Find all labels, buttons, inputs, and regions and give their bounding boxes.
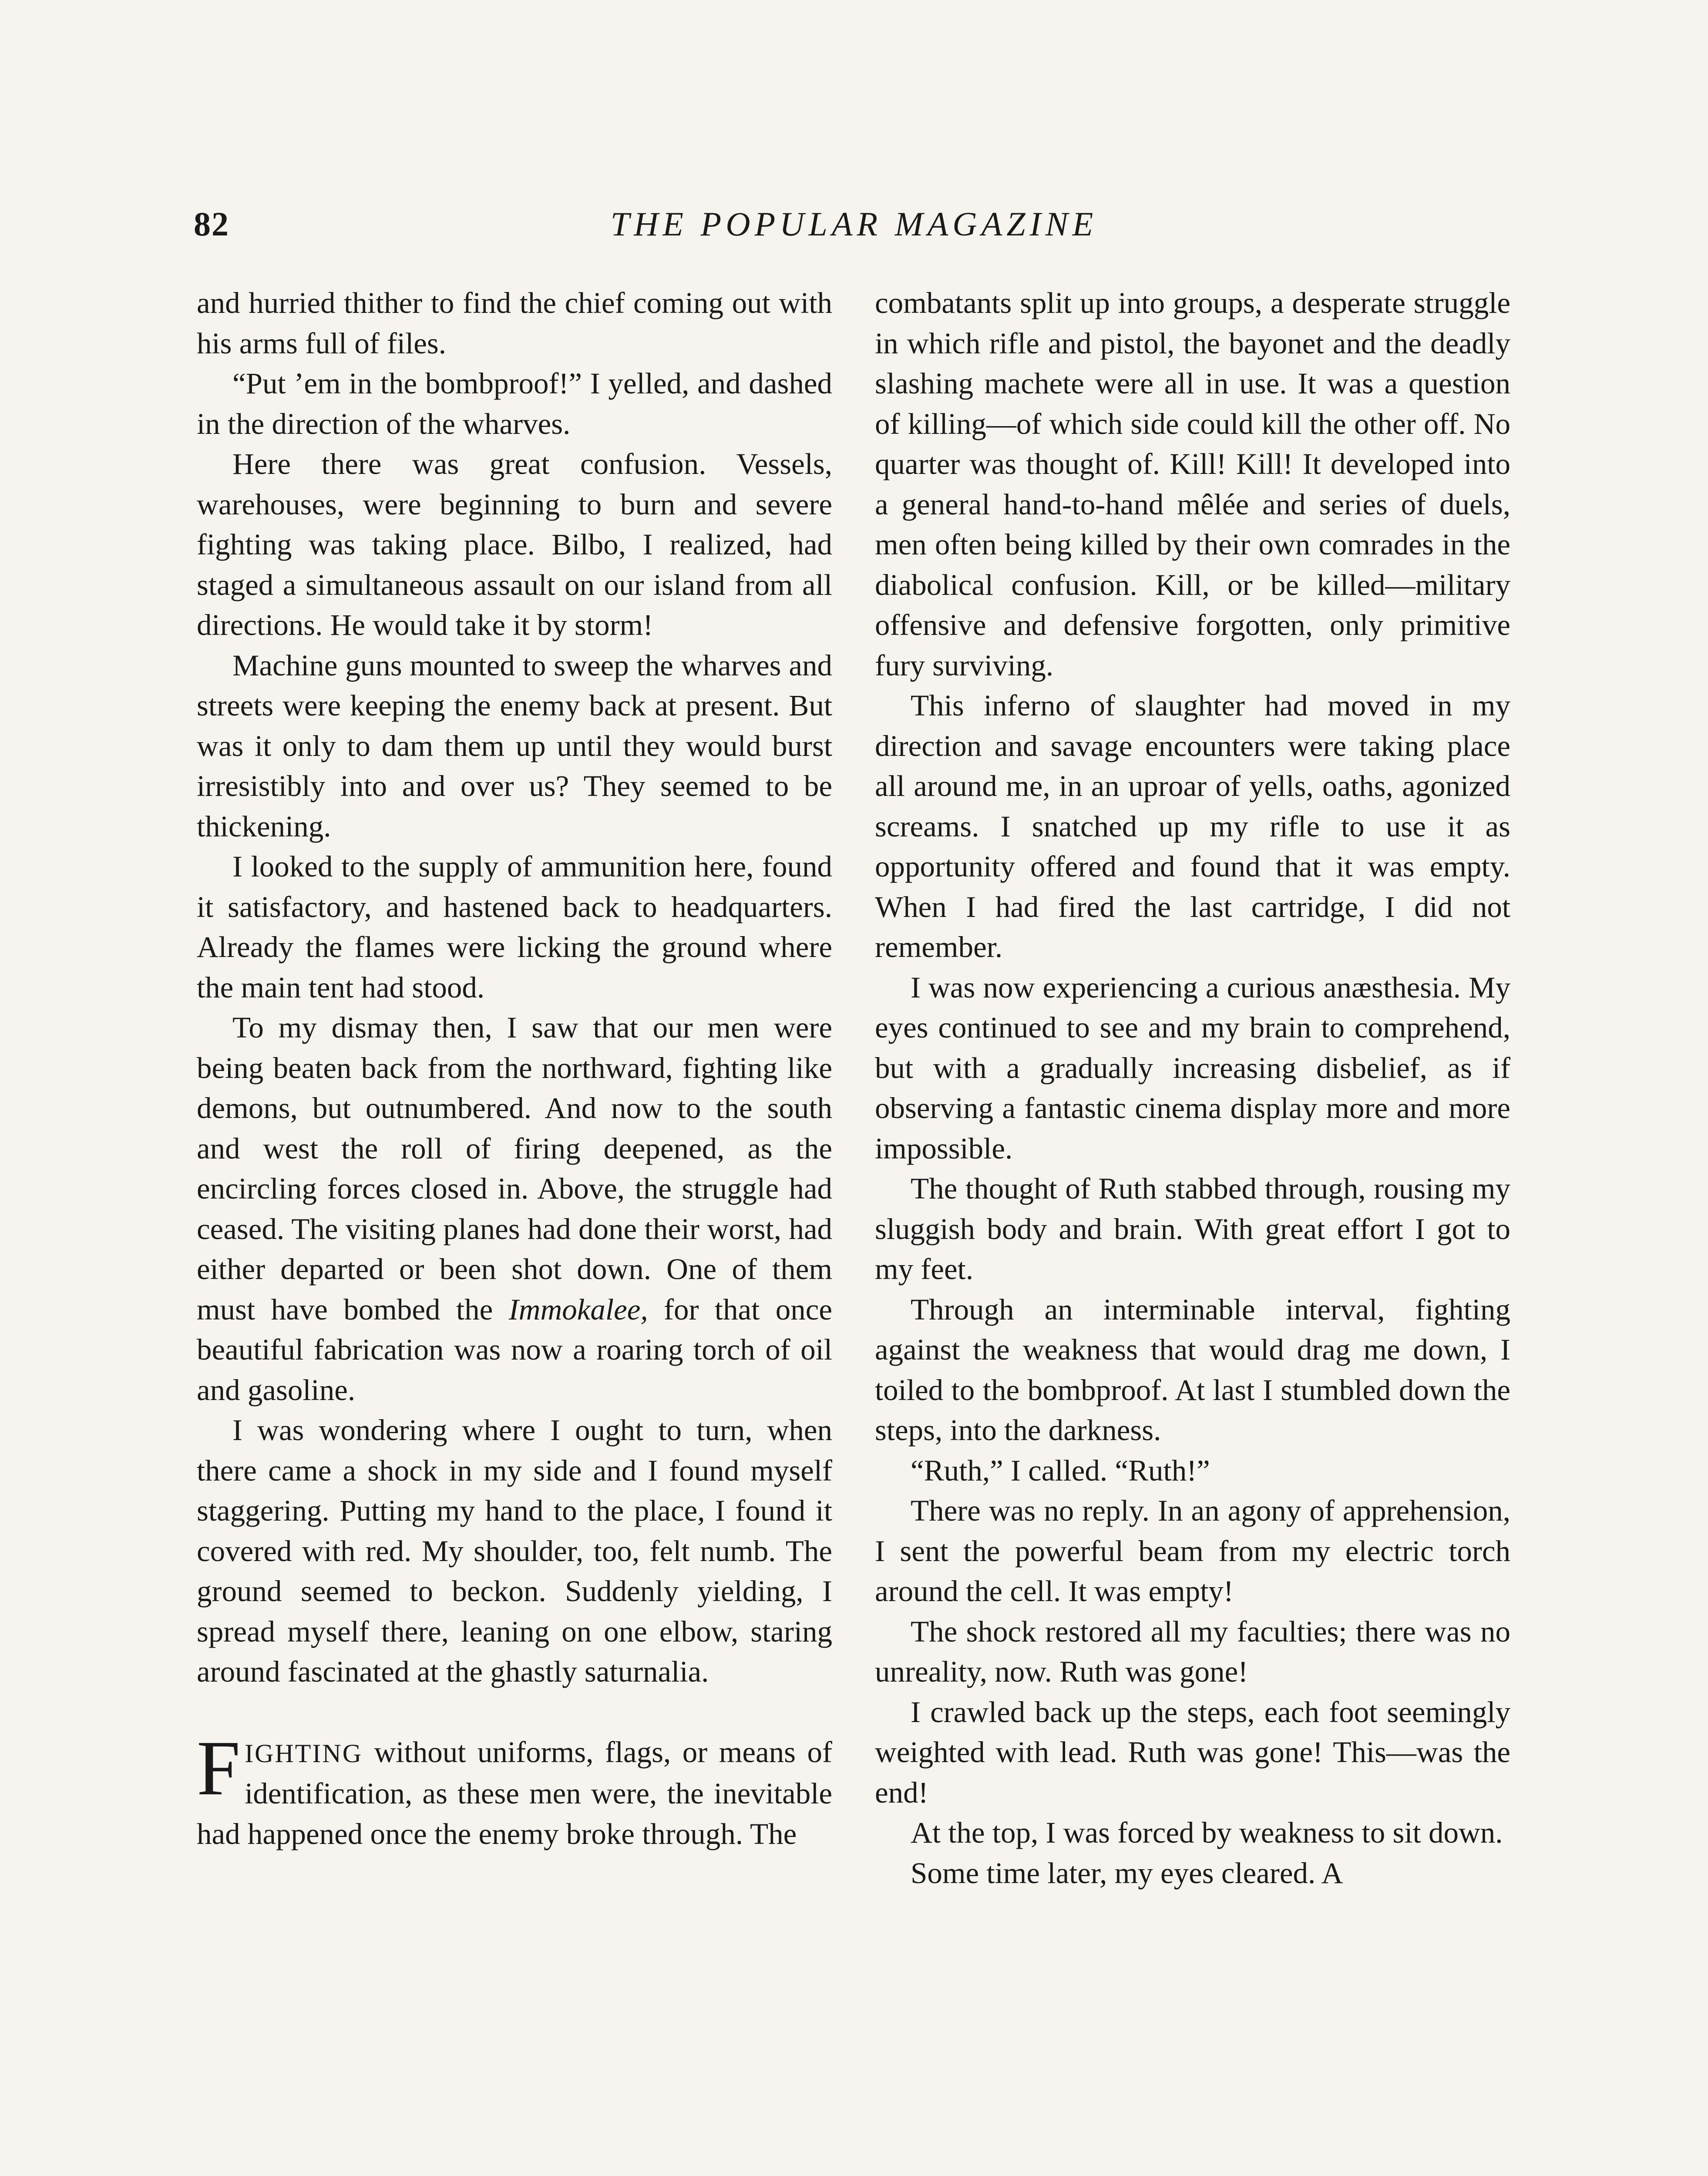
paragraph: I crawled back up the steps, each foot seemingly weighted with lead. Ruth was gone! This—was the end! [875,1695,1510,1809]
paragraph: “Ruth,” I called. “Ruth!” [911,1454,1210,1487]
running-title: THE POPULAR MAGAZINE [610,205,1098,243]
paragraph: combatants split up into groups, a desperate struggle in which rifle and pistol, the bayonet and the deadly slashing machete were all in use. It was a question of killing—of which side could kill the other off. No quarter was thought of. Kill! Kill! It developed into a general hand-to-hand mêlée and series of duels, men often being killed by their own comrades in the diabolical confusion. Kill, or be killed—military offensive and defensive forgotten, only primitive fury surviving. [875,286,1510,682]
page-header [194,205,1514,257]
paragraph: At the top, I was forced by weakness to sit down. [911,1816,1503,1849]
small-caps-word: IGHTING [245,1739,363,1768]
right-column [875,283,1510,1893]
section-opening-paragraph [197,1724,833,1854]
paragraph: There was no reply. In an agony of apprehension, I sent the powerful beam from my electric torch around the cell. It was empty! [875,1494,1510,1608]
paragraph [197,1007,832,1410]
paragraph: Through an interminable interval, fighting against the weakness that would drag me down, I toiled to the bombproof. At last I stumbled down the steps, into the darkness. [875,1293,1510,1447]
ship-name: Immokalee, [508,1293,648,1326]
paragraph: I was wondering where I ought to turn, when there came a shock in my side and I found myself staggering. Putting my hand to the place, I found it covered with red. My shoulder, too, felt numb. The ground seemed to beckon. Suddenly yielding, I spread myself there, leaning on one elbow, staring around fascinated at the ghastly saturnalia. [197,1414,832,1688]
paragraph: Machine guns mounted to sweep the wharves and streets were keeping the enemy back at present. But was it only to dam them up until they would burst irresistibly into and over us? They seemed to be thickening. [197,648,832,843]
paragraph: Here there was great confusion. Vessels, warehouses, were beginning to burn and severe fighting was taking place. Bilbo, I realized, had staged a simultaneous assault on our island from all directions. He would take it by storm! [197,447,832,641]
paragraph: Some time later, my eyes cleared. A [911,1856,1343,1890]
paragraph-text: To my dismay then, I saw that our men were being beaten back from the northward, fighting like demons, but outnumbered. And now to the south and west the roll of firing deepened, as the encircling forces closed in. Above, the struggle had ceased. The visiting planes had done their worst, had either departed or been shot down. One of them must have bombed the [197,1011,832,1326]
page-number: 82 [194,205,229,243]
paragraph: I was now experiencing a curious anæsthesia. My eyes continued to see and my brain to comprehend, but with a gradually increasing disbelief, as if observing a fantastic cinema display more and more impossible. [875,970,1510,1165]
paragraph-text: without uniforms, flags, or means of identification, as these men were, the inevitable had happened once the enemy broke through. The [197,1735,833,1850]
paragraph: “Put ’em in the bombproof!” I yelled, and dashed in the direction of the wharves. [197,367,832,440]
left-column [197,283,832,1854]
paragraph: The shock restored all my faculties; there was no unreality, now. Ruth was gone! [875,1615,1510,1688]
paragraph: The thought of Ruth stabbed through, rousing my sluggish body and brain. With great effort I got to my feet. [875,1172,1510,1286]
paragraph-text: for that once beautiful fabrication was now a roaring torch of oil and gasoline. [197,1293,832,1407]
paragraph: This inferno of slaughter had moved in my direction and savage encounters were taking place all around me, in an uproar of yells, oaths, agonized screams. I snatched up my rifle to use it as opportunity offered and found that it was empty. When I had fired the last cartridge, I did not remember. [875,689,1510,964]
paragraph: and hurried thither to find the chief coming out with his arms full of files. [197,286,832,360]
drop-cap: F [197,1724,241,1811]
paragraph: I looked to the supply of ammunition here, found it satisfactory, and hastened back to headquarters. Already the flames were licking the ground where the main tent had stood. [197,850,832,1004]
